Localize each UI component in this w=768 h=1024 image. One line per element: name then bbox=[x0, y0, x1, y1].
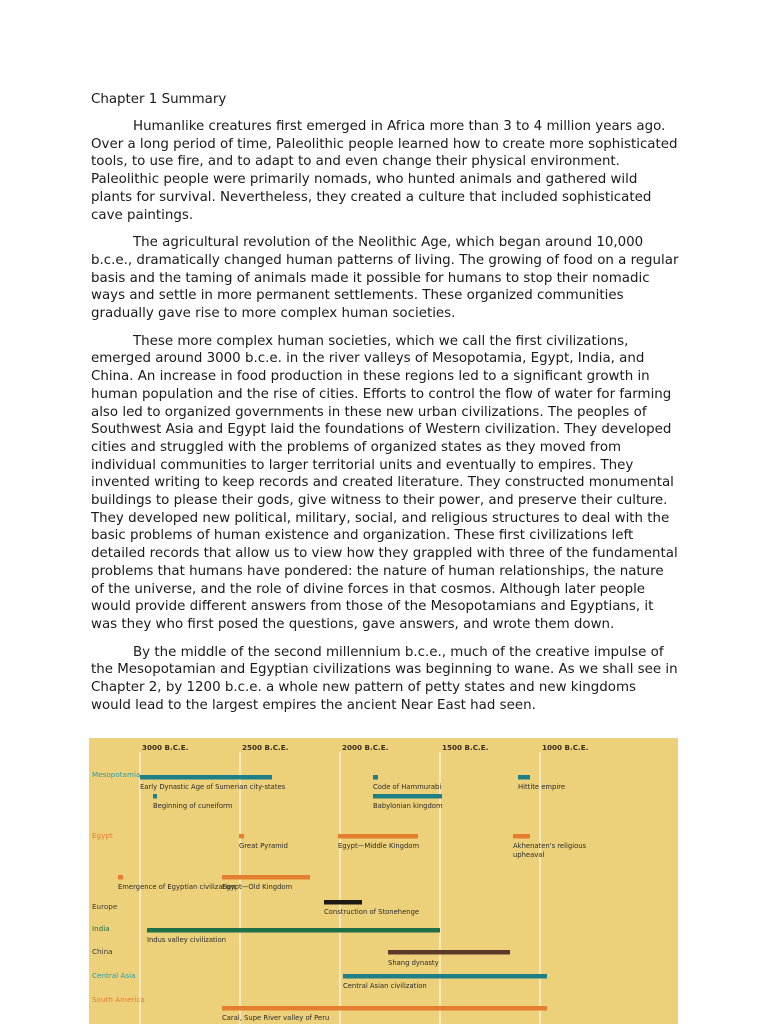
region-label: South America bbox=[92, 995, 145, 1004]
paragraph-1: Humanlike creatures first emerged in Africa more than 3 to 4 million years ago. Over a long period of time, Paleolithic people learned how to create more sophisticated tools, to use fire, and to adapt to and even change their physical environment. Paleolithic people were primarily nomads, who hunted animals and gathered wild plants for survival. Nevertheless, they created a culture that included sophisticated cave paintings. bbox=[91, 119, 678, 223]
region-label: Europe bbox=[92, 902, 118, 911]
tick-label: 3000 B.C.E. bbox=[142, 743, 189, 752]
event-label: Egypt—Old Kingdom bbox=[222, 883, 293, 891]
event-bar bbox=[373, 775, 378, 780]
event-label: Code of Hammurabi bbox=[373, 783, 442, 791]
event-bar bbox=[140, 775, 272, 780]
event-bar bbox=[147, 928, 440, 933]
event-bar bbox=[338, 834, 418, 839]
event-bar bbox=[513, 834, 530, 839]
event-label: Hittite empire bbox=[518, 783, 566, 791]
timeline-figure bbox=[89, 738, 678, 1024]
paragraph-4: By the middle of the second millennium b.c.e., much of the creative impulse of the Mesopotamian and Egyptian civilizations was beginning to wane. As we shall see in Chapter 2, by 1200 b.c.e. a whole new pattern of petty states and new kingdoms would lead to the largest empires the ancient Near East had seen. bbox=[91, 644, 678, 713]
event-bar bbox=[373, 794, 442, 799]
event-label: Babylonian kingdom bbox=[373, 802, 443, 810]
region-label: Central Asia bbox=[92, 971, 136, 980]
event-bar bbox=[239, 834, 244, 839]
event-bar bbox=[518, 775, 530, 780]
event-bar bbox=[324, 900, 362, 905]
timeline-chart bbox=[89, 738, 678, 1024]
tick-label: 1500 B.C.E. bbox=[442, 743, 489, 752]
tick-label: 2500 B.C.E. bbox=[242, 743, 289, 752]
region-label: Egypt bbox=[92, 831, 113, 840]
chapter-title: Chapter 1 Summary bbox=[91, 92, 227, 107]
document-body bbox=[91, 90, 679, 725]
event-label: Great Pyramid bbox=[239, 842, 288, 850]
event-label: Caral, Supe River valley of Peru bbox=[222, 1014, 330, 1022]
event-label: Egypt—Middle Kingdom bbox=[338, 842, 420, 850]
event-bar bbox=[222, 875, 310, 880]
event-bar bbox=[153, 794, 157, 799]
event-bar bbox=[388, 950, 510, 955]
event-label: Indus valley civilization bbox=[147, 936, 227, 944]
event-label: Akhenaten's religious upheaval bbox=[513, 842, 589, 859]
tick-label: 1000 B.C.E. bbox=[542, 743, 589, 752]
event-label: Construction of Stonehenge bbox=[324, 908, 420, 916]
event-bar bbox=[222, 1006, 547, 1011]
event-bar bbox=[118, 875, 123, 880]
event-label: Emergence of Egyptian civilization bbox=[118, 883, 236, 891]
region-label: India bbox=[92, 924, 110, 933]
tick-label: 2000 B.C.E. bbox=[342, 743, 389, 752]
event-bar bbox=[343, 974, 547, 979]
event-label: Beginning of cuneiform bbox=[153, 802, 233, 810]
event-label: Early Dynastic Age of Sumerian city-states bbox=[140, 783, 286, 791]
paragraph-3: These more complex human societies, which we call the first civilizations, emerged around 3000 b.c.e. in the river valleys of Mesopotamia, Egypt, India, and China. An increase in food production in these regions led to a significant growth in human population and the rise of cities. Efforts to control the flow of water for farming also led to organized governments in these new urban civilizations. The peoples of Southwest Asia and Egypt laid the foundations of Western civilization. They developed cities and struggled with the problems of organized states as they moved from individual communities to larger territorial units and eventually to empires. They invented writing to keep records and created literature. They constructed monumental buildings to please their gods, give witness to their power, and preserve their culture. They developed new political, military, social, and religious structures to deal with the basic problems of human existence and organization. These first civilizations left detailed records that allow us to view how they grappled with three of the fundamental problems that humans have pondered: the nature of human relationships, the nature of the universe, and the role of divine forces in that cosmos. Although later people would provide different answers from those of the Mesopotamians and Egyptians, it was they who first posed the questions, gave answers, and wrote them down. bbox=[91, 333, 678, 632]
paragraph-2: The agricultural revolution of the Neolithic Age, which began around 10,000 b.c.e., dramatically changed human patterns of living. The growing of food on a regular basis and the taming of animals made it possible for humans to stop their nomadic ways and settle in more permanent settlements. These organized communities gradually gave rise to more complex human societies. bbox=[91, 235, 679, 322]
region-label: China bbox=[92, 947, 113, 956]
event-label: Central Asian civilization bbox=[343, 982, 427, 990]
event-label: Shang dynasty bbox=[388, 959, 439, 967]
region-label: Mesopotamia bbox=[92, 770, 141, 779]
